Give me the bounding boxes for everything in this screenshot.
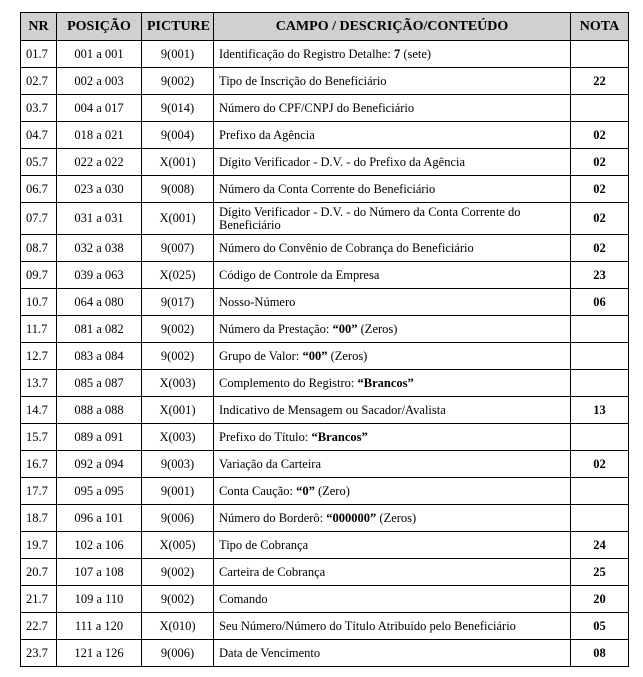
record-layout-table	[20, 12, 629, 667]
cell-descricao	[214, 532, 571, 559]
cell-nota	[571, 478, 629, 505]
table-row	[21, 343, 629, 370]
cell-nr: 22.7	[21, 613, 57, 640]
cell-picture: 9(002)	[142, 586, 214, 613]
table-header-row	[21, 13, 629, 41]
cell-nota	[571, 316, 629, 343]
cell-nota	[571, 343, 629, 370]
cell-picture: 9(017)	[142, 289, 214, 316]
cell-nota: 02	[571, 176, 629, 203]
cell-descricao	[214, 424, 571, 451]
table-row	[21, 203, 629, 235]
cell-descricao	[214, 343, 571, 370]
cell-nota: 02	[571, 451, 629, 478]
cell-posicao: 001 a 001	[57, 41, 142, 68]
cell-descricao	[214, 586, 571, 613]
cell-nota: 02	[571, 122, 629, 149]
table-row	[21, 505, 629, 532]
table-row	[21, 586, 629, 613]
cell-posicao: 039 a 063	[57, 262, 142, 289]
cell-descricao	[214, 68, 571, 95]
cell-nr: 07.7	[21, 203, 57, 235]
cell-picture: X(003)	[142, 424, 214, 451]
cell-picture: 9(001)	[142, 41, 214, 68]
cell-posicao: 111 a 120	[57, 613, 142, 640]
cell-picture: 9(002)	[142, 343, 214, 370]
descricao-value: “0”	[296, 483, 315, 498]
descricao-text: Prefixo do Título:	[219, 429, 312, 444]
cell-posicao: 088 a 088	[57, 397, 142, 424]
cell-posicao: 031 a 031	[57, 203, 142, 235]
table-row	[21, 149, 629, 176]
descricao-value: “Brancos”	[311, 429, 368, 444]
table-row	[21, 613, 629, 640]
cell-nr: 17.7	[21, 478, 57, 505]
descricao-text: Complemento do Registro:	[219, 375, 358, 390]
cell-descricao	[214, 370, 571, 397]
cell-descricao	[214, 478, 571, 505]
table-row	[21, 122, 629, 149]
descricao-text: Dígito Verificador - D.V. - do Prefixo da Agência	[219, 154, 466, 169]
cell-descricao	[214, 451, 571, 478]
cell-nota: 24	[571, 532, 629, 559]
cell-picture: 9(006)	[142, 505, 214, 532]
table-row	[21, 262, 629, 289]
descricao-text: Dígito Verificador - D.V. - do Número da Conta Corrente do Beneficiário	[219, 204, 521, 232]
descricao-text: Número do CPF/CNPJ do Beneficiário	[219, 100, 415, 115]
cell-descricao	[214, 289, 571, 316]
descricao-value: 7	[393, 46, 401, 61]
cell-nota	[571, 424, 629, 451]
cell-nr: 23.7	[21, 640, 57, 667]
cell-descricao	[214, 41, 571, 68]
cell-descricao	[214, 149, 571, 176]
descricao-value: “Brancos”	[357, 375, 414, 390]
header-nota: NOTA	[571, 13, 629, 41]
cell-nr: 19.7	[21, 532, 57, 559]
cell-nota: 02	[571, 149, 629, 176]
table-row	[21, 424, 629, 451]
cell-posicao: 089 a 091	[57, 424, 142, 451]
descricao-text: Grupo de Valor:	[219, 348, 303, 363]
cell-nota: 13	[571, 397, 629, 424]
table-row	[21, 235, 629, 262]
cell-nr: 05.7	[21, 149, 57, 176]
cell-posicao: 032 a 038	[57, 235, 142, 262]
cell-nota: 25	[571, 559, 629, 586]
cell-descricao	[214, 235, 571, 262]
cell-picture: X(003)	[142, 370, 214, 397]
cell-nota	[571, 41, 629, 68]
cell-descricao	[214, 176, 571, 203]
cell-posicao: 022 a 022	[57, 149, 142, 176]
cell-nr: 21.7	[21, 586, 57, 613]
descricao-value: “00”	[332, 321, 358, 336]
cell-nr: 20.7	[21, 559, 57, 586]
descricao-text: Indicativo de Mensagem ou Sacador/Avalista	[219, 402, 446, 417]
cell-posicao: 092 a 094	[57, 451, 142, 478]
descricao-value: “000000”	[326, 510, 377, 525]
descricao-suffix: (Zero)	[314, 483, 350, 498]
descricao-text: Número do Borderô:	[219, 510, 327, 525]
cell-posicao: 121 a 126	[57, 640, 142, 667]
cell-posicao: 107 a 108	[57, 559, 142, 586]
cell-posicao: 018 a 021	[57, 122, 142, 149]
cell-nota: 06	[571, 289, 629, 316]
descricao-text: Comando	[219, 591, 268, 606]
descricao-text: Tipo de Cobrança	[219, 537, 309, 552]
header-nr: NR	[21, 13, 57, 41]
table-row	[21, 451, 629, 478]
cell-posicao: 102 a 106	[57, 532, 142, 559]
descricao-text: Conta Caução:	[219, 483, 297, 498]
cell-picture: 9(004)	[142, 122, 214, 149]
cell-posicao: 064 a 080	[57, 289, 142, 316]
cell-nota: 02	[571, 235, 629, 262]
cell-posicao: 095 a 095	[57, 478, 142, 505]
table-row	[21, 41, 629, 68]
cell-picture: X(025)	[142, 262, 214, 289]
descricao-suffix: (Zeros)	[357, 321, 398, 336]
cell-descricao	[214, 203, 571, 235]
table-row	[21, 532, 629, 559]
cell-nr: 15.7	[21, 424, 57, 451]
descricao-text: Tipo de Inscrição do Beneficiário	[219, 73, 387, 88]
cell-posicao: 081 a 082	[57, 316, 142, 343]
cell-picture: 9(014)	[142, 95, 214, 122]
cell-nr: 03.7	[21, 95, 57, 122]
descricao-value: “00”	[302, 348, 328, 363]
cell-nr: 04.7	[21, 122, 57, 149]
cell-nota	[571, 505, 629, 532]
cell-descricao	[214, 95, 571, 122]
table-row	[21, 95, 629, 122]
cell-nr: 11.7	[21, 316, 57, 343]
cell-nota: 05	[571, 613, 629, 640]
cell-picture: 9(007)	[142, 235, 214, 262]
descricao-text: Carteira de Cobrança	[219, 564, 326, 579]
cell-picture: X(005)	[142, 532, 214, 559]
descricao-text: Identificação do Registro Detalhe:	[219, 46, 394, 61]
descricao-text: Data de Vencimento	[219, 645, 321, 660]
cell-posicao: 109 a 110	[57, 586, 142, 613]
table-row	[21, 68, 629, 95]
table-row	[21, 478, 629, 505]
cell-posicao: 004 a 017	[57, 95, 142, 122]
table-row	[21, 559, 629, 586]
cell-picture: X(001)	[142, 203, 214, 235]
descricao-suffix: (Zeros)	[376, 510, 417, 525]
cell-nr: 18.7	[21, 505, 57, 532]
header-campo: CAMPO / DESCRIÇÃO/CONTEÚDO	[214, 13, 571, 41]
cell-picture: 9(002)	[142, 316, 214, 343]
cell-descricao	[214, 316, 571, 343]
descricao-text: Prefixo da Agência	[219, 127, 315, 142]
cell-posicao: 023 a 030	[57, 176, 142, 203]
cell-descricao	[214, 397, 571, 424]
cell-picture: 9(002)	[142, 559, 214, 586]
cell-nr: 12.7	[21, 343, 57, 370]
descricao-text: Número da Prestação:	[219, 321, 333, 336]
cell-nota: 02	[571, 203, 629, 235]
table-body	[21, 41, 629, 667]
table-row	[21, 370, 629, 397]
table-row	[21, 289, 629, 316]
cell-descricao	[214, 559, 571, 586]
descricao-text: Seu Número/Número do Título Atribuído pelo Beneficiário	[219, 618, 516, 633]
cell-nr: 01.7	[21, 41, 57, 68]
table-row	[21, 316, 629, 343]
cell-nr: 06.7	[21, 176, 57, 203]
cell-nr: 09.7	[21, 262, 57, 289]
cell-descricao	[214, 122, 571, 149]
cell-descricao	[214, 262, 571, 289]
cell-nr: 13.7	[21, 370, 57, 397]
descricao-text: Número da Conta Corrente do Beneficiário	[219, 181, 436, 196]
descricao-text: Variação da Carteira	[219, 456, 322, 471]
header-posicao: POSIÇÃO	[57, 13, 142, 41]
cell-nota	[571, 370, 629, 397]
cell-descricao	[214, 613, 571, 640]
descricao-suffix: (Zeros)	[327, 348, 368, 363]
cell-nr: 16.7	[21, 451, 57, 478]
descricao-text: Código de Controle da Empresa	[219, 267, 380, 282]
cell-picture: X(001)	[142, 149, 214, 176]
table-row	[21, 640, 629, 667]
cell-posicao: 096 a 101	[57, 505, 142, 532]
table-row	[21, 176, 629, 203]
cell-picture: X(001)	[142, 397, 214, 424]
cell-descricao	[214, 640, 571, 667]
descricao-text: Nosso-Número	[219, 294, 296, 309]
cell-descricao	[214, 505, 571, 532]
cell-posicao: 085 a 087	[57, 370, 142, 397]
cell-nota	[571, 95, 629, 122]
cell-picture: 9(003)	[142, 451, 214, 478]
descricao-suffix: (sete)	[400, 46, 432, 61]
cell-picture: 9(006)	[142, 640, 214, 667]
cell-nr: 14.7	[21, 397, 57, 424]
cell-nr: 08.7	[21, 235, 57, 262]
cell-nota: 08	[571, 640, 629, 667]
descricao-text: Número do Convênio de Cobrança do Beneficiário	[219, 240, 474, 255]
cell-picture: 9(001)	[142, 478, 214, 505]
cell-picture: X(010)	[142, 613, 214, 640]
cell-posicao: 083 a 084	[57, 343, 142, 370]
cell-picture: 9(008)	[142, 176, 214, 203]
cell-nr: 02.7	[21, 68, 57, 95]
cell-nota: 20	[571, 586, 629, 613]
cell-nota: 23	[571, 262, 629, 289]
table-row	[21, 397, 629, 424]
cell-posicao: 002 a 003	[57, 68, 142, 95]
cell-nota: 22	[571, 68, 629, 95]
cell-picture: 9(002)	[142, 68, 214, 95]
header-picture: PICTURE	[142, 13, 214, 41]
cell-nr: 10.7	[21, 289, 57, 316]
